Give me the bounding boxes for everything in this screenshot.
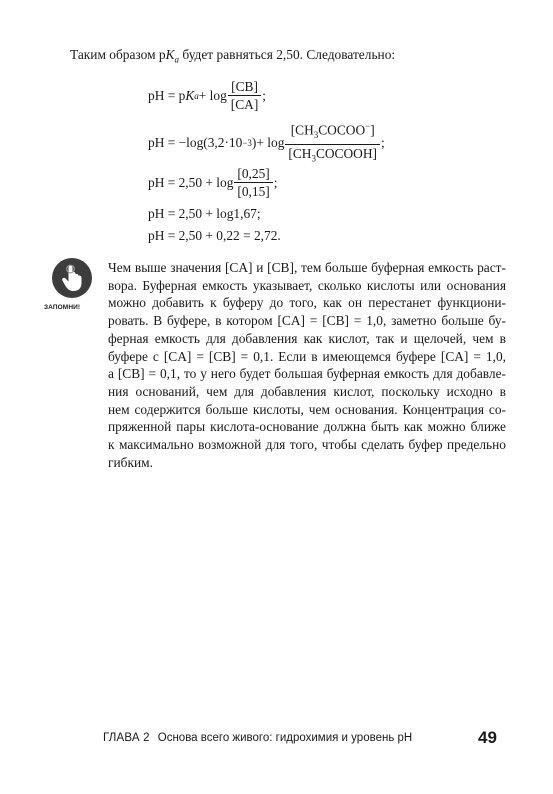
paragraph-line: нем содержится больше кислоты, чем основания. Концентрация со- [108,401,506,417]
paragraph-line: ровать. В буфере, в котором [CA] = [CB] = 1,0, заметно больше бу- [108,313,506,329]
equation-5: pH = 2,50 + 0,22 = 2,72. [148,228,281,243]
equation-2 [148,118,385,168]
hand-pointer-icon [52,258,92,298]
paragraph-line: гибким. [108,454,153,470]
eq2-fraction [285,118,380,168]
running-footer [103,732,412,744]
eq2-lhs: pH = −log(3,2·10 [148,134,243,150]
eq2-num-sup: − [365,121,371,131]
eq2-log: + log [256,134,285,150]
ka-symbol: K [165,47,175,62]
paragraph-line: вора. Буферная емкость указывает, сколько кислоты или основания [108,277,506,293]
eq2-num-part-c: ] [370,122,375,138]
paragraph-line: ния оснований, чем для добавления кислот, поскольку исходно в [108,383,506,399]
eq2-denominator [285,145,380,168]
paragraph-line: ферная емкость для добавления как кислот, так и щелочей, чем в [108,330,506,346]
eq2-numerator [288,118,378,144]
eq1-k: K [185,87,195,103]
eq3-lhs: pH = 2,50 + log [148,174,234,190]
eq2-num-sub: 3 [313,130,319,141]
ka-subscript: a [174,54,180,65]
eq1-a: a [194,90,199,101]
eq3-denominator: [0,15] [237,184,270,199]
eq1-numerator: [CB] [231,79,258,94]
equation-4: pH = 2,50 + log1,67; [148,206,261,221]
eq2-num-part-b: COCOO [318,122,366,138]
eq1-log: + log [198,87,227,103]
eq2-den-part-b: COCOOH] [315,146,377,162]
page-number: 49 [478,728,497,747]
eq2-rparen: ) [251,134,257,150]
callout-paragraph [108,259,506,471]
callout-label: ЗАПОМНИ! [44,304,81,311]
equation-3 [148,165,278,200]
eq3-fraction [234,165,272,200]
eq1-tail: ; [262,87,267,103]
intro-text [70,47,395,65]
eq2-den-sub: 3 [311,153,316,164]
eq3-numerator: [0,25] [237,166,270,181]
eq2-den-part-a: [CH [288,146,312,162]
intro-text-end: будет равняться 2,50. Следовательно: [179,47,396,62]
eq3-tail: ; [273,174,278,190]
paragraph-line: Чем выше значения [CA] и [CB], тем больше буферная емкость раст- [108,260,506,275]
hand-pointer-glyph [61,264,83,292]
chapter-title: Основа всего живого: гидрохимия и уровень pH [157,732,413,744]
paragraph-line: пряженной пары кислота-основание должна быть как можно ближе [108,419,506,435]
eq2-num-part-a: [CH [290,122,314,138]
paragraph-line: можно добавить к буферу до того, как он перестанет функциони- [108,295,506,311]
intro-text-start: Таким образом p [70,47,166,62]
eq2-exponent: −3 [242,137,252,148]
eq1-fraction [228,78,262,113]
eq1-denominator: [CA] [230,97,259,112]
eq1-lhs: pH = p [148,87,186,103]
paragraph-line: буфере с [CA] = [CB] = 0,1. Если в имеющемся буфере [CA] = 1,0, [108,348,506,364]
paragraph-line: а [CB] = 0,1, то у него будет большая буферная емкость для добавле- [108,366,506,382]
paragraph-line: к максимально возможной для того, чтобы сделать буфер предельно [108,437,506,453]
equation-1 [148,78,266,113]
eq2-tail: ; [380,134,385,150]
chapter-label: ГЛАВА 2 [103,732,150,744]
